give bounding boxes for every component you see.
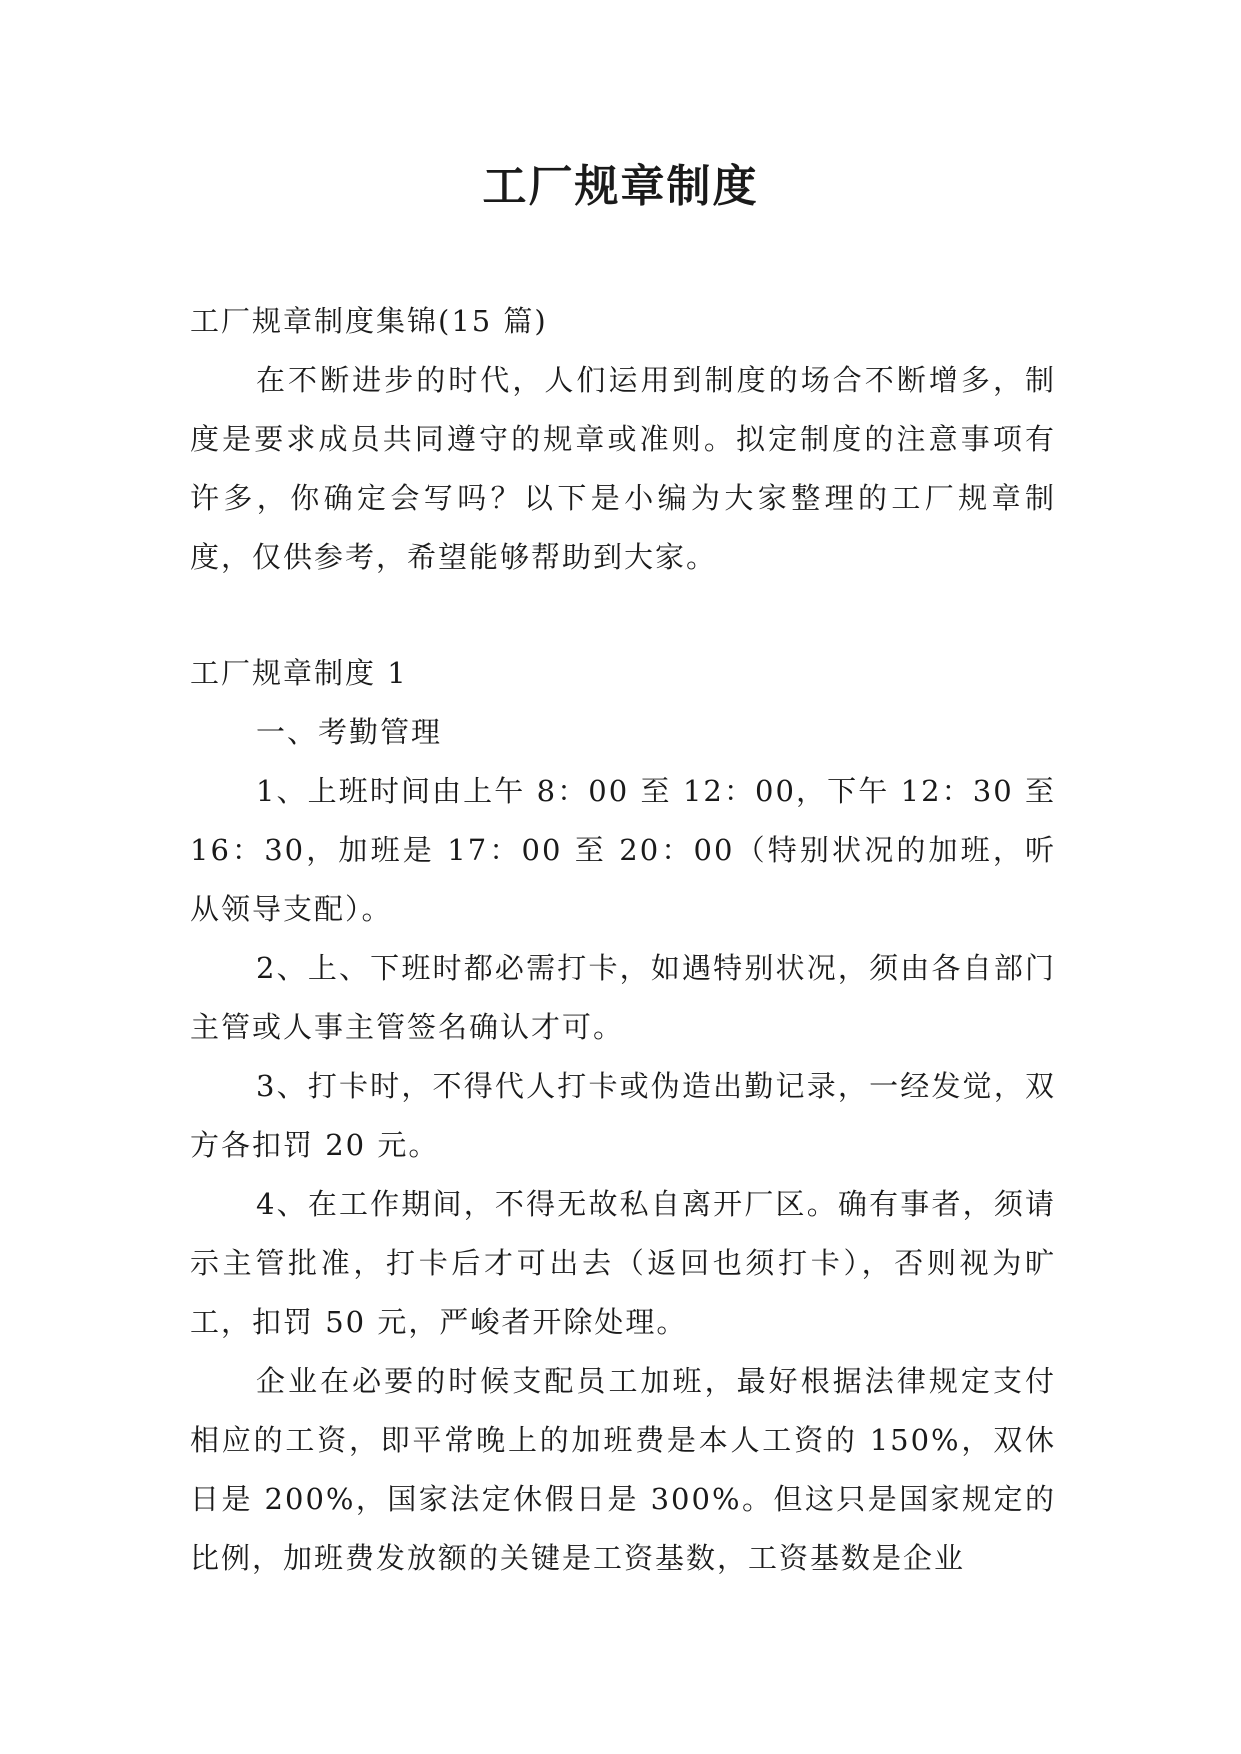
paragraph-gap bbox=[190, 587, 1056, 644]
overtime-paragraph: 企业在必要的时候支配员工加班，最好根据法律规定支付相应的工资，即平常晚上的加班费是本人工资的 150%，双休日是 200%，国家法定休假日是 300%。但这只是国家规定的比例，加班费发放额的关键是工资基数，工资基数是企业 bbox=[190, 1364, 1056, 1575]
section-heading: 一、考勤管理 bbox=[256, 715, 443, 749]
rule-item-2: 2、上、下班时都必需打卡，如遇特别状况，须由各自部门主管或人事主管签名确认才可。 bbox=[190, 951, 1056, 1044]
rule-item-1: 1、上班时间由上午 8：00 至 12：00，下午 12：30 至 16：30，加班是 17：00 至 20：00（特别状况的加班，听从领导支配）。 bbox=[190, 774, 1056, 926]
page-title: 工厂规章制度 bbox=[482, 161, 759, 212]
rule-item-4: 4、在工作期间，不得无故私自离开厂区。确有事者，须请示主管批准，打卡后才可出去（返回也须打卡），否则视为旷工，扣罚 50 元，严峻者开除处理。 bbox=[190, 1187, 1056, 1339]
section-title: 工厂规章制度 1 bbox=[190, 656, 408, 690]
rule-item-3: 3、打卡时，不得代人打卡或伪造出勤记录，一经发觉，双方各扣罚 20 元。 bbox=[190, 1069, 1056, 1162]
intro-paragraph: 在不断进步的时代，人们运用到制度的场合不断增多，制度是要求成员共同遵守的规章或准则。拟定制度的注意事项有许多，你确定会写吗？以下是小编为大家整理的工厂规章制度，仅供参考，希望能够帮助到大家。 bbox=[190, 363, 1056, 574]
document-body bbox=[190, 292, 1056, 1588]
collection-subtitle: 工厂规章制度集锦(15 篇) bbox=[190, 304, 548, 338]
